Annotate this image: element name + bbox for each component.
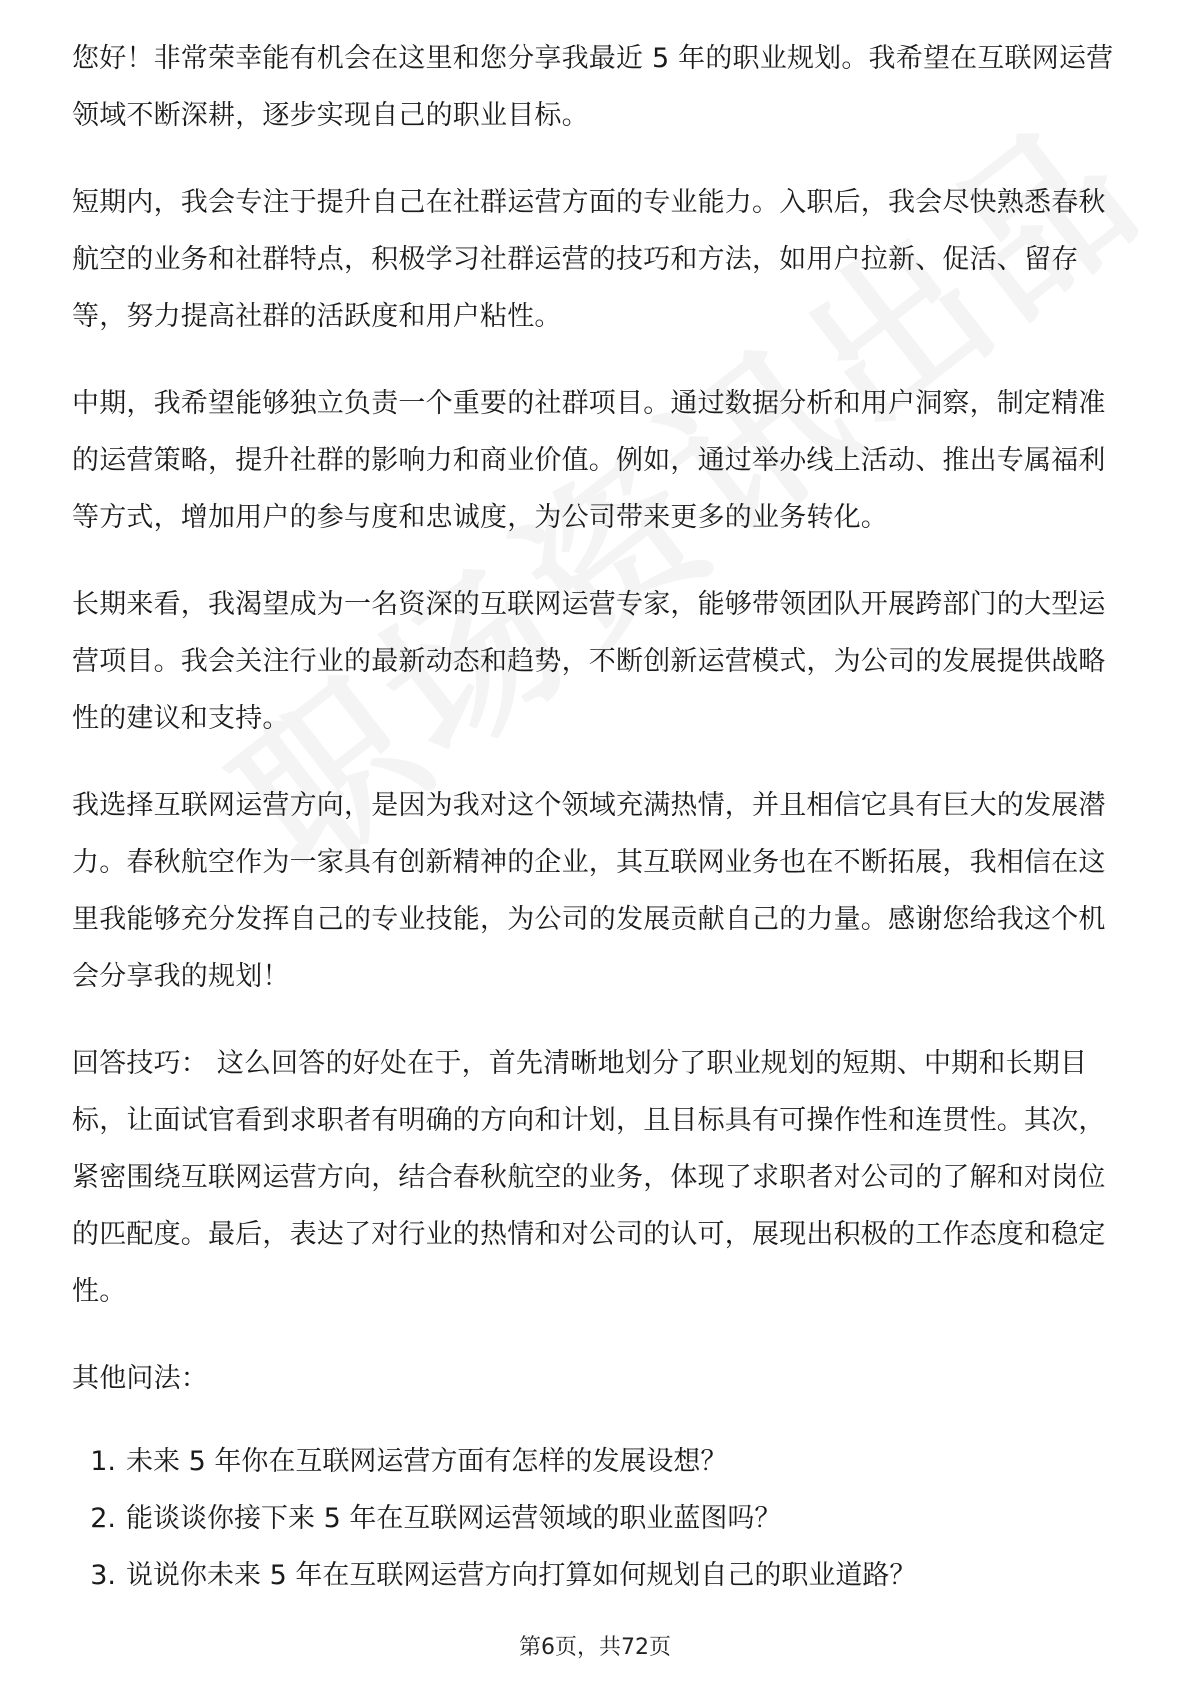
list-item — [72, 1490, 1122, 1547]
paragraph-mid-term: 中期，我希望能够独立负责一个重要的社群项目。通过数据分析和用户洞察，制定精准的运营策略，提升社群的影响力和商业价值。例如，通过举办线上活动、推出专属福利等方式，增加用户的参与度和忠诚度，为公司带来更多的业务转化。 — [72, 388, 1106, 533]
paragraph-short-term: 短期内，我会专注于提升自己在社群运营方面的专业能力。入职后，我会尽快熟悉春秋航空的业务和社群特点，积极学习社群运营的技巧和方法，如用户拉新、促活、留存等，努力提高社群的活跃度和用户粘性。 — [72, 187, 1106, 332]
list-item-number: 3. — [90, 1560, 116, 1591]
list-item-number: 2. — [90, 1503, 116, 1534]
list-item — [72, 1433, 1122, 1490]
other-questions-list — [72, 1433, 1122, 1604]
paragraph-reason: 我选择互联网运营方向，是因为我对这个领域充满热情，并且相信它具有巨大的发展潜力。春秋航空作为一家具有创新精神的企业，其互联网业务也在不断拓展，我相信在这里我能够充分发挥自己的专业技能，为公司的发展贡献自己的力量。感谢您给我这个机会分享我的规划！ — [72, 790, 1106, 992]
list-item — [72, 1547, 1122, 1604]
paragraph-other-questions-heading: 其他问法： — [72, 1363, 208, 1394]
list-item-number: 1. — [90, 1446, 116, 1477]
page-footer: 第6页，共72页 — [519, 1635, 671, 1660]
paragraph-intro: 您好！非常荣幸能有机会在这里和您分享我最近 5 年的职业规划。我希望在互联网运营领域不断深耕，逐步实现自己的职业目标。 — [72, 43, 1114, 131]
list-item-text: 未来 5 年你在互联网运营方面有怎样的发展设想？ — [126, 1446, 728, 1477]
document-body — [72, 30, 1122, 1604]
list-item-text: 能谈谈你接下来 5 年在互联网运营领域的职业蓝图吗？ — [126, 1503, 782, 1534]
paragraph-answer-tips: 回答技巧： 这么回答的好处在于，首先清晰地划分了职业规划的短期、中期和长期目标，让面试官看到求职者有明确的方向和计划，且目标具有可操作性和连贯性。其次，紧密围绕互联网运营方向，结合春秋航空的业务，体现了求职者对公司的了解和对岗位的匹配度。最后，表达了对行业的热情和对公司的认可，展现出积极的工作态度和稳定性。 — [72, 1048, 1106, 1307]
paragraph-long-term: 长期来看，我渴望成为一名资深的互联网运营专家，能够带领团队开展跨部门的大型运营项目。我会关注行业的最新动态和趋势，不断创新运营模式，为公司的发展提供战略性的建议和支持。 — [72, 589, 1106, 734]
list-item-text: 说说你未来 5 年在互联网运营方向打算如何规划自己的职业道路？ — [126, 1560, 917, 1591]
